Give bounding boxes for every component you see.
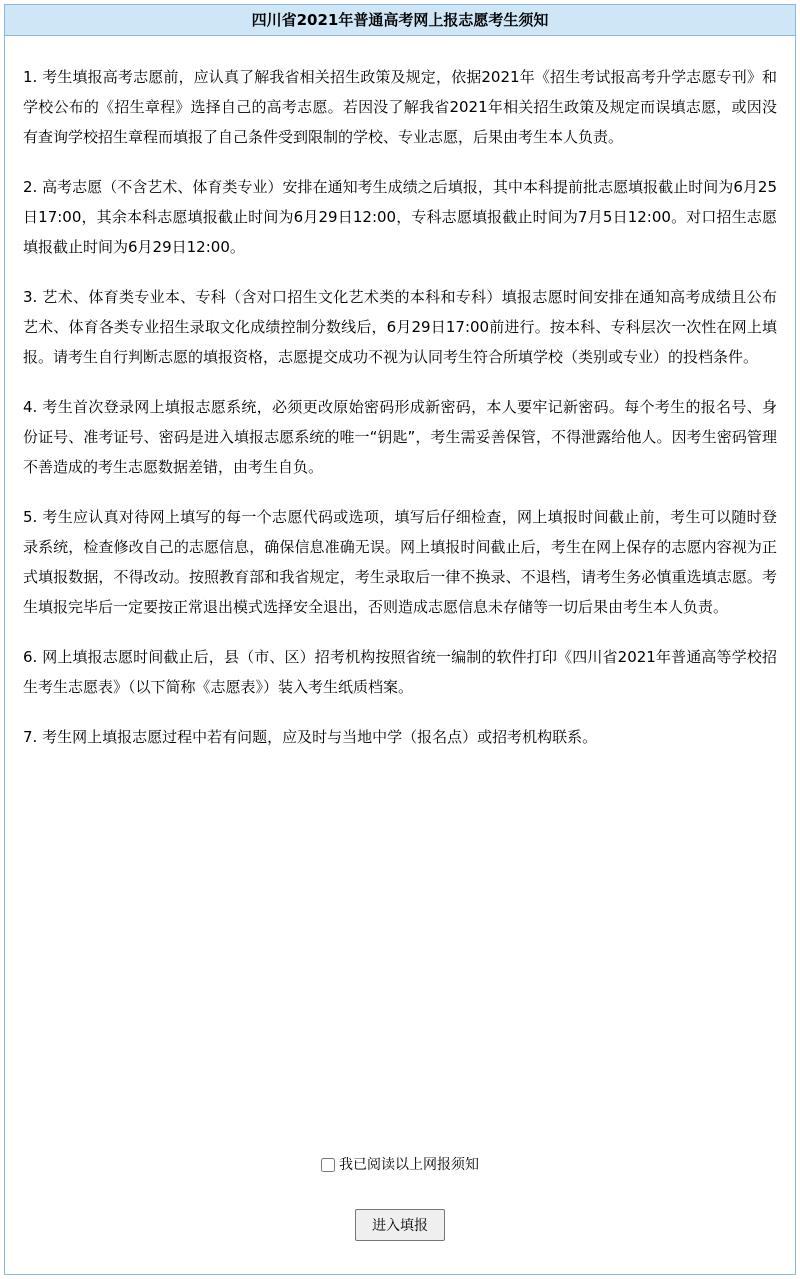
notice-panel xyxy=(4,4,796,1275)
notice-item-1: 1. 考生填报高考志愿前，应认真了解我省相关招生政策及规定，依据2021年《招生考试报高考升学志愿专刊》和学校公布的《招生章程》选择自己的高考志愿。若因没了解我省2021年相关招生政策及规定而误填志愿，或因没有查询学校招生章程而填报了自己条件受到限制的学校、专业志愿，后果由考生本人负责。 xyxy=(23,68,777,146)
notice-item-4: 4. 考生首次登录网上填报志愿系统，必须更改原始密码形成新密码，本人要牢记新密码。每个考生的报名号、身份证号、准考证号、密码是进入填报志愿系统的唯一“钥匙”，考生需妥善保管，不得泄露给他人。因考生密码管理不善造成的考生志愿数据差错，由考生自负。 xyxy=(23,398,777,476)
enter-filling-button[interactable]: 进入填报 xyxy=(355,1209,445,1241)
notice-item-2: 2. 高考志愿（不含艺术、体育类专业）安排在通知考生成绩之后填报，其中本科提前批志愿填报截止时间为6月25日17:00，其余本科志愿填报截止时间为6月29日12:00，专科志愿填报截止时间为7月5日12:00。对口招生志愿填报截止时间为6月29日12:00。 xyxy=(23,178,777,256)
page-title: 四川省2021年普通高考网上报志愿考生须知 xyxy=(5,5,795,36)
notice-item-7: 7. 考生网上填报志愿过程中若有问题，应及时与当地中学（报名点）或招考机构联系。 xyxy=(23,728,598,746)
notice-item-5: 5. 考生应认真对待网上填写的每一个志愿代码或选项，填写后仔细检查，网上填报时间截止前，考生可以随时登录系统，检查修改自己的志愿信息，确保信息准确无误。网上填报时间截止后，考生在网上保存的志愿内容视为正式填报数据，不得改动。按照教育部和我省规定，考生录取后一律不换录、不退档，请考生务必慎重选填志愿。考生填报完毕后一定要按正常退出模式选择安全退出，否则造成志愿信息未存储等一切后果由考生本人负责。 xyxy=(23,508,777,616)
notice-content xyxy=(5,36,795,752)
notice-item-6: 6. 网上填报志愿时间截止后，县（市、区）招考机构按照省统一编制的软件打印《四川省2021年普通高等学校招生考生志愿表》（以下简称《志愿表》）装入考生纸质档案。 xyxy=(23,648,777,696)
agreement-checkbox[interactable] xyxy=(321,1158,335,1172)
notice-item-3: 3. 艺术、体育类专业本、专科（含对口招生文化艺术类的本科和专科）填报志愿时间安排在通知高考成绩且公布艺术、体育各类专业招生录取文化成绩控制分数线后，6月29日17:00前进行。按本科、专科层次一次性在网上填报。请考生自行判断志愿的填报资格，志愿提交成功不视为认同考生符合所填学校（类别或专业）的投档条件。 xyxy=(23,288,777,366)
agreement-row xyxy=(5,1153,795,1180)
agreement-label[interactable] xyxy=(321,1153,479,1177)
agreement-text: 我已阅读以上网报须知 xyxy=(339,1157,479,1173)
action-row xyxy=(5,1209,795,1241)
